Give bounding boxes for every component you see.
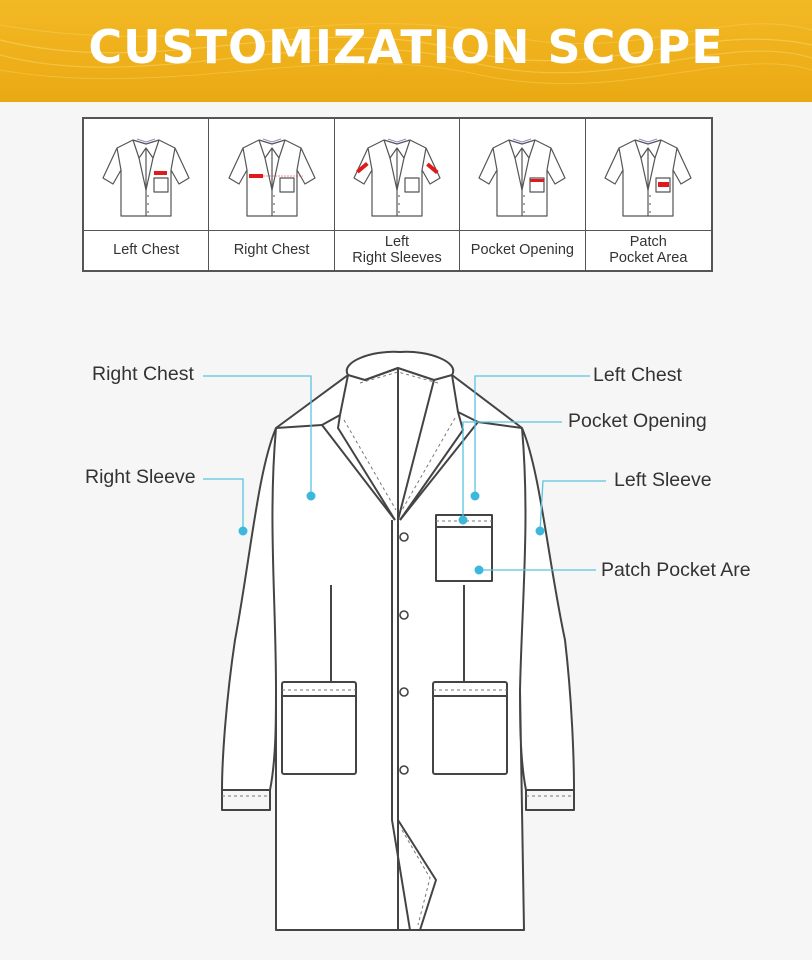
label-pocket-opening: Pocket Opening: [460, 231, 585, 270]
left-chest-illustration: [84, 119, 209, 231]
title-banner: [0, 0, 812, 102]
customization-scope-table: [82, 117, 713, 272]
callout-right-sleeve: Right Sleeve: [85, 466, 196, 488]
callout-patch-pocket: Patch Pocket Are: [601, 559, 751, 581]
callout-right-chest: Right Chest: [92, 363, 194, 385]
callout-left-chest: Left Chest: [593, 364, 682, 386]
callout-pocket-opening: Pocket Opening: [568, 410, 707, 432]
banner-title: CUSTOMIZATION SCOPE: [88, 20, 724, 74]
label-sleeves: Left Right Sleeves: [335, 231, 460, 270]
patch-pocket-illustration: [586, 119, 711, 231]
pocket-opening-illustration: [460, 119, 585, 231]
right-chest-illustration: [209, 119, 334, 231]
label-patch-pocket: Patch Pocket Area: [609, 234, 688, 266]
lab-coat-diagram: [0, 290, 812, 960]
sleeves-illustration: [335, 119, 460, 231]
callout-left-sleeve: Left Sleeve: [614, 469, 712, 491]
label-right-chest: Right Chest: [209, 231, 334, 270]
label-left-chest: Left Chest: [84, 231, 209, 270]
